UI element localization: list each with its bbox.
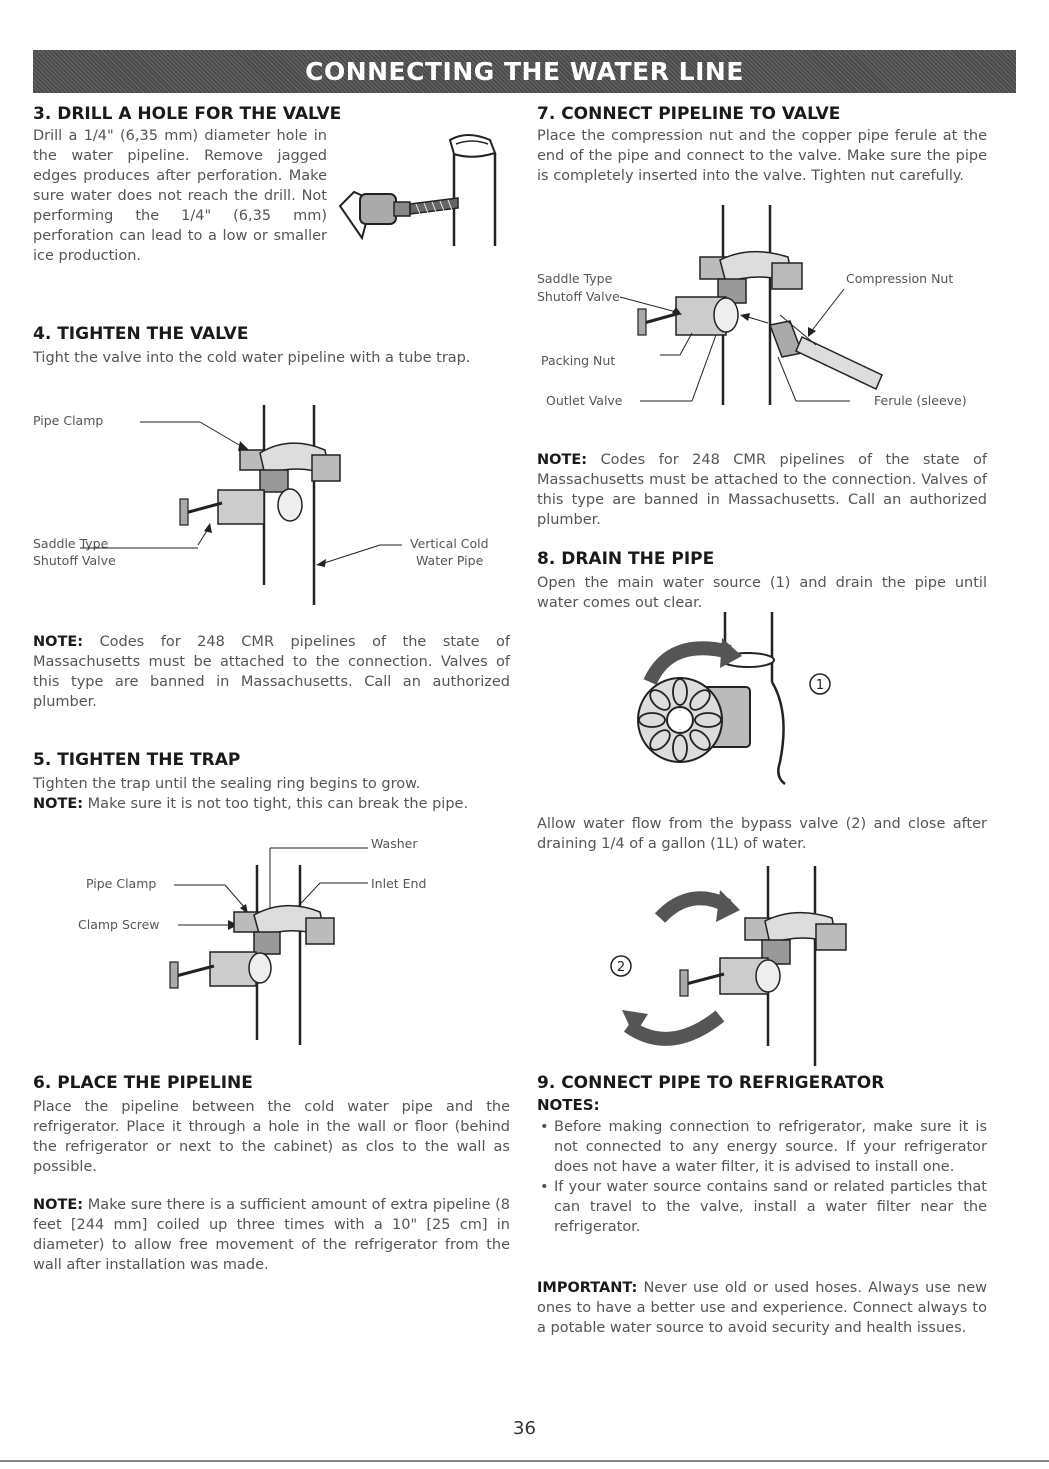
label-saddle-type-2: Saddle Type [537, 271, 613, 286]
section-7-title: 7. CONNECT PIPELINE TO VALVE [537, 104, 841, 124]
section-4-note-label: NOTE: [33, 634, 84, 650]
section-3-text: Drill a 1/4" (6,35 mm) diameter hole in the water pipeline. Remove jagged edges produces after perforation. Make sure water does not reach the drill. Not performing the 1/4" (6,35 mm) perforation can lead to a low or smaller ice production. [33, 128, 327, 264]
label-water-pipe: Water Pipe [416, 553, 484, 568]
label-clamp-screw: Clamp Screw [78, 917, 160, 932]
section-6-text: Place the pipeline between the cold water pipe and the refrigerator. Place it through a hole in the wall or floor (behind the refrigerator or next to the cabinet) as clos to the wall as possible. [33, 1099, 510, 1175]
section-4-note [33, 632, 510, 712]
section-9-important [537, 1278, 987, 1338]
label-shutoff-valve-2: Shutoff Valve [537, 289, 620, 304]
section-4-note-text: Codes for 248 CMR pipelines of the state of Massachusetts must be attached to the connection. Valves of this type are banned in Massachusetts. Call an authorized plumber. [33, 634, 511, 710]
section-6-note-text: Make sure there is a sufficient amount of extra pipeline (8 feet [244 mm] coiled up three times with a 10" [25 cm] in diameter) to allow free movement of the refrigerator from the wall after installation was made. [33, 1197, 510, 1273]
list-item: • Before making connection to refrigerator, make sure it is not connected to any energy source. If your refrigerator does not have a water filter, it is advised to install one. [537, 1117, 987, 1177]
label-shutoff-valve: Shutoff Valve [33, 553, 116, 568]
section-7-text: Place the compression nut and the copper pipe ferule at the end of the pipe and connect to the valve. Make sure the pipe is completely inserted into the valve. Tighten nut carefully. [537, 128, 987, 184]
section-8-text: Open the main water source (1) and drain the pipe until water comes out clear. [537, 575, 987, 611]
section-6-title: 6. PLACE THE PIPELINE [33, 1073, 253, 1093]
label-inlet-end: Inlet End [371, 876, 427, 891]
main-valve-illustration [630, 612, 850, 792]
marker-2: 2 [616, 960, 626, 975]
label-ferule: Ferule (sleeve) [874, 393, 967, 408]
section-4-text: Tight the valve into the cold water pipeline with a tube trap. [33, 350, 471, 366]
section-4-title: 4. TIGHTEN THE VALVE [33, 324, 249, 344]
label-compression-nut: Compression Nut [846, 271, 954, 286]
drill-illustration [332, 128, 512, 260]
section-9-title: 9. CONNECT PIPE TO REFRIGERATOR [537, 1073, 885, 1093]
bypass-valve-illustration [600, 866, 880, 1066]
page-number: 36 [513, 1418, 536, 1439]
list-item: • If your water source contains sand or related particles that can travel to the valve, install a water filter near the refrigerator. [537, 1177, 987, 1237]
label-pipe-clamp: Pipe Clamp [33, 413, 104, 428]
section-9-notes-label: NOTES: [537, 1096, 600, 1114]
bottom-divider [0, 1460, 1049, 1462]
label-packing-nut: Packing Nut [541, 353, 616, 368]
section-9-important-label: IMPORTANT: [537, 1280, 638, 1296]
section-5-text: Tighten the trap until the sealing ring begins to grow. [33, 776, 421, 792]
section-8-title: 8. DRAIN THE PIPE [537, 549, 715, 569]
section-6-note [33, 1195, 510, 1275]
section-6-note-label: NOTE: [33, 1197, 84, 1213]
page-banner [33, 50, 1016, 93]
label-washer: Washer [371, 836, 418, 851]
section-7-note-text: Codes for 248 CMR pipelines of the state of Massachusetts must be attached to the connection. Valves of this type are banned in Massachusetts. Call an authorized plumber. [537, 452, 988, 528]
section-7-note-label: NOTE: [537, 452, 588, 468]
section-5-note [33, 794, 510, 814]
section-8-text-2: Allow water flow from the bypass valve (2) and close after draining 1/4 of a gallon (1L) of water. [537, 816, 987, 852]
section-9-important-text: Never use old or used hoses. Always use new ones to have a better use and experience. Connect always to a potable water source to avoid security and health issues. [537, 1280, 987, 1336]
section-7-note [537, 450, 987, 530]
section-5-note-text: Make sure it is not too tight, this can break the pipe. [87, 796, 469, 812]
section-5-title: 5. TIGHTEN THE TRAP [33, 750, 241, 770]
banner-title: CONNECTING THE WATER LINE [305, 57, 744, 86]
section-9-notes-list [537, 1117, 987, 1237]
label-vertical-cold: Vertical Cold [410, 536, 489, 551]
valve-clamp-illustration [140, 395, 400, 610]
label-outlet-valve: Outlet Valve [546, 393, 623, 408]
marker-1: 1 [815, 678, 825, 693]
label-pipe-clamp-2: Pipe Clamp [86, 876, 157, 891]
label-saddle-type: Saddle Type [33, 536, 109, 551]
section-5-note-label: NOTE: [33, 796, 84, 812]
section-3-title: 3. DRILL A HOLE FOR THE VALVE [33, 104, 342, 124]
compression-fitting-illustration [620, 205, 910, 415]
trap-illustration [150, 840, 380, 1045]
